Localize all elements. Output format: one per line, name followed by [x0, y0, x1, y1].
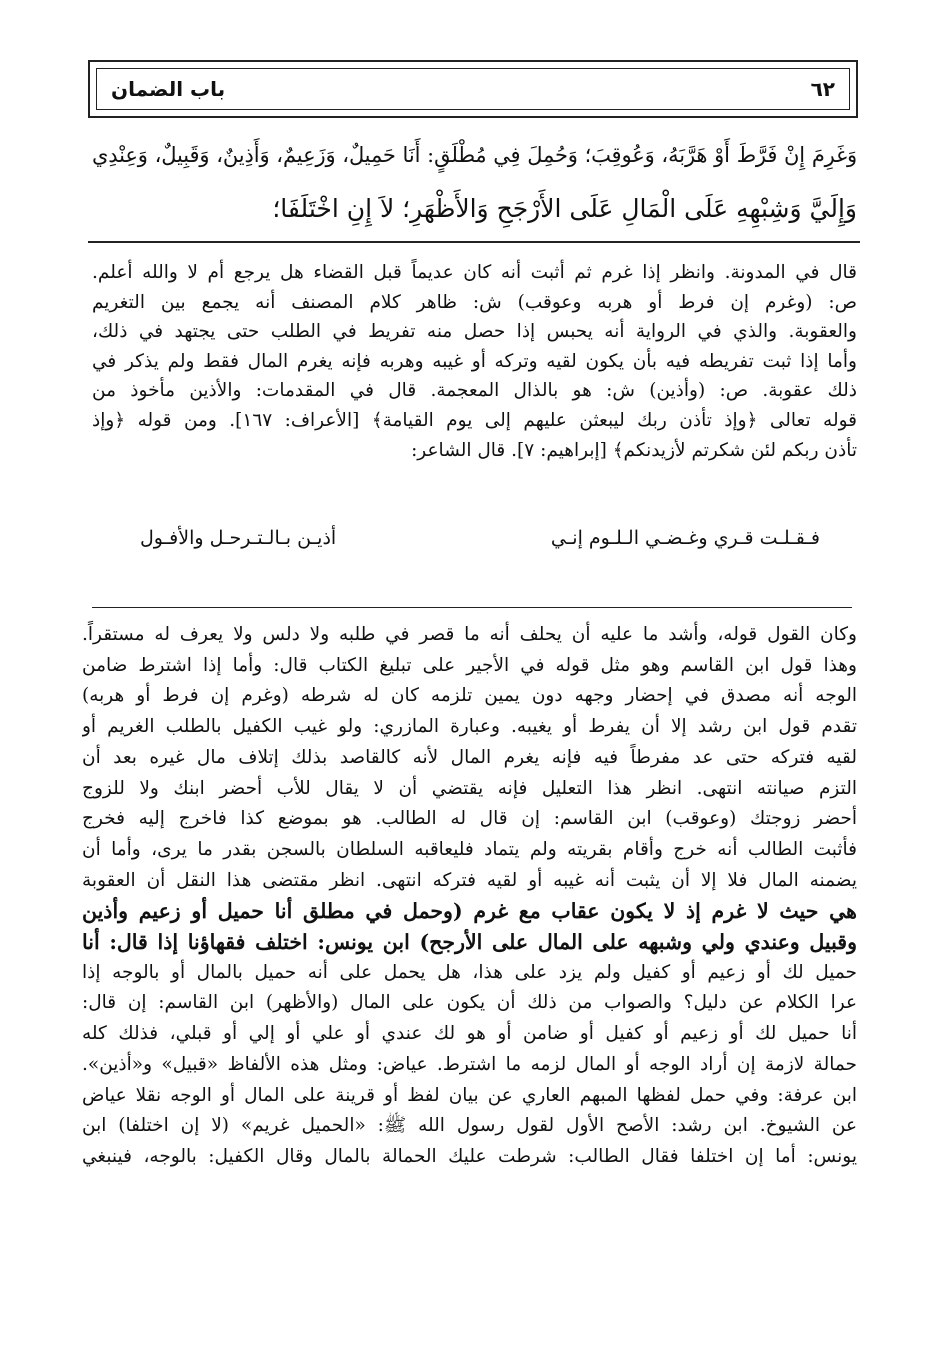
- main-text-divider: [88, 241, 860, 243]
- verse-second-hemistich: أذيـن بـالـتـرحـل والأفـول: [140, 527, 337, 549]
- footnote-line: وقبيل وعندي ولي وشبهه على المال على الأرجح) ابن يونس: اختلف فقهاؤنا إذا قال: أنا: [82, 930, 857, 955]
- footnote-line: هي حيث لا غرم إذ لا يكون عقاب مع غرم (وحمل في مطلق أنا حميل أو زعيم وأذين: [82, 899, 857, 924]
- footnote-line: لقيه فتركه حتى عد مفرطاً فيه فإنه يغرم المال لأنه كالقاصد بذلك إتلاف مال غيره بعد أن: [82, 746, 857, 768]
- footnote-line: التزم صيانته انتهى. انظر هذا التعليل فإنه يقتضي أن لا يقال للأب أحضر ابنك ولا للزوج: [82, 777, 857, 799]
- footnote-line: تقدم قول ابن رشد إلا أن يفرط أو يغيبه. وعبارة المازري: ولو غيب الكفيل بالطلب الغريم أو: [82, 716, 857, 738]
- page-header: [96, 68, 850, 110]
- commentary-line: ص: (وغرم إن فرط أو هربه وعوقب) ش: ظاهر كلام المصنف أنه يجمع بين التغريم: [92, 291, 857, 313]
- footnote-line: عن الشيوخ. ابن رشد: الأصح الأول لقول رسول الله ﷺ: «الحميل غريم» (لا إن اختلفا) ابن: [82, 1115, 857, 1137]
- commentary-line: ذلك عقوبة. ص: (وأذين) ش: هو بالذال المعجمة. قال في المقدمات: والأذين مأخوذ من: [92, 380, 857, 402]
- page-header-frame: [88, 60, 858, 118]
- page-number: ٦٢: [810, 77, 835, 101]
- main-text-line: وَإِلَيَّ وَشِبْهِهِ عَلَى الْمَالِ عَلَى الأَرْجَحِ وَالأَظْهَرِ؛ لاَ إِنِ اخْتَلَفَا؛: [272, 194, 857, 223]
- verse-first-hemistich: فـقـلـت قـري وغـضـي الـلـوم إنـي: [550, 527, 820, 549]
- footnote-line: حميل لك أو زعيم أو كفيل ولم يزد على هذا، هل يحمل على أنه حميل بالمال أو بالوجه إذا: [82, 961, 857, 983]
- main-text: [92, 128, 857, 236]
- commentary-line: وأما إذا ثبت تفريطه فيه بأن يكون لقيه وتركه أو غيبه وهربه فإنه يغرم المال فقط ولم يذكر في: [92, 350, 857, 372]
- commentary-block: [92, 258, 857, 465]
- footnote-block: [82, 620, 857, 1173]
- footnote-line: وكان القول قوله، وأشد ما عليه أن يحلف أنه ما قصر في طلبه ولا دلس ولا يعرف له مستقراً.: [82, 624, 857, 645]
- footnote-line: يضمنه المال فلا إلا أن يثبت أنه غيبه أو لقيه فتركه انتهى. انظر مقتضى هذا النقل أن العقوبة: [82, 869, 857, 891]
- commentary-line: قوله تعالى ﴿وإذ تأذن ربك ليبعثن عليهم إلى يوم القيامة﴾ [الأعراف: ١٦٧]. ومن قوله ﴿وإذ: [92, 409, 857, 431]
- footnote-line: أنا حميل لك أو زعيم أو كفيل أو ضامن أو هو لك عندي أو علي أو إلي أو قبلي، فذلك كله: [82, 1023, 857, 1045]
- commentary-line: والعقوبة. والذي في الرواية أنه يحبس إذا حصل منه تفريط في الطلب حتى يجتهد في ذلك،: [92, 321, 857, 343]
- poetry-verse: [140, 527, 820, 549]
- footnote-divider: [92, 607, 852, 608]
- footnote-line: أحضر زوجتك (وعوقب) ابن القاسم: إن قال له الطالب. هو بموضع كذا فاخرج إليه فخرج: [82, 808, 857, 830]
- footnote-line: فأثبت الطالب أنه خرج وأقام بقريته ولم يتماد فليعاقبه السلطان بالسجن بقدر ما يرى، وأما أن: [82, 838, 857, 860]
- commentary-line: قال في المدونة. وانظر إذا غرم ثم أثبت أنه كان عديماً قبل القضاء هل يرجع أم لا والله أعلم.: [92, 262, 857, 283]
- footnote-line: عرا الكلام عن دليل؟ والصواب من ذلك أن يكون على المال (والأظهر) ابن القاسم: إن قال:: [82, 992, 857, 1014]
- footnote-line: وهذا قول ابن القاسم وهو مثل قوله في الأجير على تبليغ الكتاب قال: وأما إذا اشترط ضامن: [82, 654, 857, 676]
- footnote-line: ابن عرفة: وفي حمل لفظها المبهم العاري عن بيان لفظ أو قرينة على المال أو الوجه نقلا عياض: [82, 1084, 857, 1106]
- chapter-title: باب الضمان: [111, 77, 226, 101]
- footnote-line: يونس: أما إن اختلفا فقال الطالب: شرطت عليك الحمالة بالمال وقال الكفيل: بالوجه، فينبغي: [82, 1145, 857, 1167]
- footnote-line: الوجه أنه مصدق في إحضار وجهه دون يمين تلزمه كان له شرطه (وغرم إن فرط أو هربه): [82, 685, 857, 707]
- footnote-line: حمالة لازمة إن أراد الوجه أو المال لزمه ما اشترط. عياض: ومثل هذه الألفاظ «قبيل» و«أذين».: [82, 1053, 857, 1075]
- main-text-line: وَغَرِمَ إِنْ فَرَّطَ أَوْ هَرَّبَهُ، وَعُوقِبَ؛ وَحُمِلَ فِي مُطْلَقٍ: أَنَا حَمِيلٌ، وَزَعِيمٌ، وَأَذِينٌ، وَقَبِيلٌ، وَعِنْدِي: [92, 143, 857, 167]
- commentary-line: تأذن ربكم لئن شكرتم لأزيدنكم﴾ [إبراهيم: ٧]. قال الشاعر:: [411, 439, 857, 461]
